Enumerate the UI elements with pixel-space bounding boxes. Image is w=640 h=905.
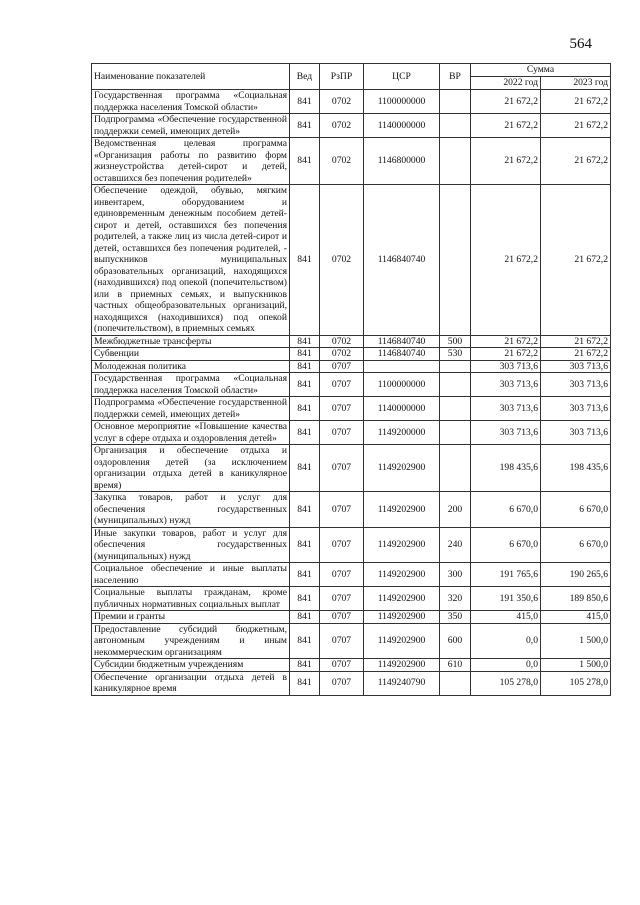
cell-ved: 841 xyxy=(290,90,320,114)
cell-name: Государственная программа «Социальная поддержка населения Томской области» xyxy=(92,90,290,114)
cell-csr: 1149202900 xyxy=(364,659,440,672)
cell-csr: 1100000000 xyxy=(364,373,440,397)
cell-csr: 1149202900 xyxy=(364,587,440,611)
cell-rzpr: 0707 xyxy=(320,587,364,611)
cell-name: Иные закупки товаров, работ и услуг для обеспечения государственных (муниципальных) нужд xyxy=(92,527,290,563)
cell-rzpr: 0707 xyxy=(320,527,364,563)
cell-sum-2022: 21 672,2 xyxy=(471,114,541,138)
cell-rzpr: 0707 xyxy=(320,360,364,373)
cell-vr xyxy=(440,671,471,695)
cell-csr: 1149202900 xyxy=(364,563,440,587)
header-2023: 2023 год xyxy=(541,77,611,90)
cell-vr xyxy=(440,421,471,445)
cell-sum-2022: 303 713,6 xyxy=(471,397,541,421)
cell-name: Молодежная политика xyxy=(92,360,290,373)
cell-ved: 841 xyxy=(290,587,320,611)
table-row xyxy=(92,335,611,348)
cell-ved: 841 xyxy=(290,373,320,397)
table-row xyxy=(92,611,611,624)
cell-sum-2022: 21 672,2 xyxy=(471,138,541,185)
budget-table xyxy=(91,63,611,696)
table-row xyxy=(92,445,611,492)
cell-name: Закупка товаров, работ и услуг для обеспечения государственных (муниципальных) нужд xyxy=(92,492,290,528)
cell-ved: 841 xyxy=(290,659,320,672)
cell-csr: 1140000000 xyxy=(364,114,440,138)
cell-sum-2023: 1 500,0 xyxy=(541,623,611,659)
cell-vr xyxy=(440,114,471,138)
cell-csr: 1149240790 xyxy=(364,671,440,695)
cell-sum-2023: 303 713,6 xyxy=(541,421,611,445)
table-row xyxy=(92,90,611,114)
cell-name: Ведомственная целевая программа «Организация работы по развитию форм жизнеустройства детей-сирот и детей, оставшихся без попечения родителей» xyxy=(92,138,290,185)
cell-vr xyxy=(440,373,471,397)
header-csr: ЦСР xyxy=(364,64,440,90)
cell-csr: 1100000000 xyxy=(364,90,440,114)
cell-sum-2023: 21 672,2 xyxy=(541,348,611,361)
cell-rzpr: 0707 xyxy=(320,492,364,528)
cell-sum-2022: 21 672,2 xyxy=(471,348,541,361)
table-row xyxy=(92,623,611,659)
cell-vr: 500 xyxy=(440,335,471,348)
cell-name: Подпрограмма «Обеспечение государственной поддержки семей, имеющих детей» xyxy=(92,397,290,421)
cell-rzpr: 0707 xyxy=(320,421,364,445)
cell-csr: 1149200000 xyxy=(364,421,440,445)
cell-sum-2023: 189 850,6 xyxy=(541,587,611,611)
cell-vr xyxy=(440,360,471,373)
table-row xyxy=(92,492,611,528)
cell-vr: 530 xyxy=(440,348,471,361)
cell-ved: 841 xyxy=(290,335,320,348)
cell-vr: 240 xyxy=(440,527,471,563)
cell-sum-2023: 303 713,6 xyxy=(541,373,611,397)
cell-name: Субсидии бюджетным учреждениям xyxy=(92,659,290,672)
cell-sum-2023: 415,0 xyxy=(541,611,611,624)
cell-sum-2022: 0,0 xyxy=(471,623,541,659)
cell-sum-2023: 1 500,0 xyxy=(541,659,611,672)
table-body xyxy=(92,90,611,696)
cell-vr: 350 xyxy=(440,611,471,624)
cell-sum-2022: 303 713,6 xyxy=(471,421,541,445)
cell-sum-2022: 191 350,6 xyxy=(471,587,541,611)
table-row xyxy=(92,360,611,373)
table-row xyxy=(92,563,611,587)
cell-name: Основное мероприятие «Повышение качества услуг в сфере отдыха и оздоровления детей» xyxy=(92,421,290,445)
cell-csr: 1146840740 xyxy=(364,185,440,336)
cell-sum-2023: 190 265,6 xyxy=(541,563,611,587)
cell-csr: 1149202900 xyxy=(364,492,440,528)
cell-ved: 841 xyxy=(290,114,320,138)
cell-csr: 1149202900 xyxy=(364,611,440,624)
cell-name: Государственная программа «Социальная поддержка населения Томской области» xyxy=(92,373,290,397)
cell-vr xyxy=(440,185,471,336)
cell-sum-2022: 6 670,0 xyxy=(471,492,541,528)
cell-sum-2022: 303 713,6 xyxy=(471,360,541,373)
cell-ved: 841 xyxy=(290,397,320,421)
cell-sum-2023: 198 435,6 xyxy=(541,445,611,492)
cell-sum-2022: 105 278,0 xyxy=(471,671,541,695)
table-row xyxy=(92,659,611,672)
cell-vr: 600 xyxy=(440,623,471,659)
cell-ved: 841 xyxy=(290,527,320,563)
cell-rzpr: 0707 xyxy=(320,659,364,672)
cell-rzpr: 0707 xyxy=(320,563,364,587)
cell-rzpr: 0702 xyxy=(320,138,364,185)
table-row xyxy=(92,114,611,138)
header-name: Наименование показателей xyxy=(92,64,290,90)
cell-rzpr: 0702 xyxy=(320,90,364,114)
cell-vr xyxy=(440,445,471,492)
cell-sum-2022: 303 713,6 xyxy=(471,373,541,397)
cell-vr xyxy=(440,90,471,114)
cell-ved: 841 xyxy=(290,185,320,336)
cell-vr: 320 xyxy=(440,587,471,611)
cell-csr: 1140000000 xyxy=(364,397,440,421)
cell-ved: 841 xyxy=(290,623,320,659)
table-row xyxy=(92,185,611,336)
cell-vr: 200 xyxy=(440,492,471,528)
cell-name: Обеспечение организации отдыха детей в каникулярное время xyxy=(92,671,290,695)
cell-csr: 1146800000 xyxy=(364,138,440,185)
page-number: 564 xyxy=(569,36,592,52)
header-rzpr: РзПР xyxy=(320,64,364,90)
cell-sum-2023: 105 278,0 xyxy=(541,671,611,695)
cell-rzpr: 0702 xyxy=(320,185,364,336)
cell-name: Социальное обеспечение и иные выплаты населению xyxy=(92,563,290,587)
cell-name: Обеспечение одеждой, обувью, мягким инвентарем, оборудованием и единовременным денежным пособием детей-сирот и детей, оставшихся без попечения родителей, а также лиц из числа детей-сирот и детей, оставшихся без попечения родителей, - выпускников муниципальных образовательных организаций, находящихся (находившихся) под опекой (попечительством) или в приемных семьях, и выпускников частных общеобразовательных организаций, находящихся (находившихся) под опекой (попечительством), в приемных семьях xyxy=(92,185,290,336)
cell-vr: 300 xyxy=(440,563,471,587)
cell-sum-2023: 21 672,2 xyxy=(541,335,611,348)
cell-name: Межбюджетные трансферты xyxy=(92,335,290,348)
cell-rzpr: 0707 xyxy=(320,611,364,624)
cell-name: Субвенции xyxy=(92,348,290,361)
cell-ved: 841 xyxy=(290,563,320,587)
header-2022: 2022 год xyxy=(471,77,541,90)
cell-ved: 841 xyxy=(290,360,320,373)
cell-csr: 1149202900 xyxy=(364,445,440,492)
table-row xyxy=(92,348,611,361)
cell-sum-2022: 191 765,6 xyxy=(471,563,541,587)
cell-sum-2022: 0,0 xyxy=(471,659,541,672)
cell-name: Премии и гранты xyxy=(92,611,290,624)
header-sum: Сумма xyxy=(471,64,611,77)
cell-rzpr: 0702 xyxy=(320,114,364,138)
cell-sum-2023: 21 672,2 xyxy=(541,90,611,114)
cell-ved: 841 xyxy=(290,348,320,361)
cell-ved: 841 xyxy=(290,492,320,528)
cell-sum-2023: 303 713,6 xyxy=(541,397,611,421)
cell-rzpr: 0707 xyxy=(320,445,364,492)
cell-name: Социальные выплаты гражданам, кроме публичных нормативных социальных выплат xyxy=(92,587,290,611)
cell-sum-2022: 21 672,2 xyxy=(471,335,541,348)
cell-ved: 841 xyxy=(290,445,320,492)
table-row xyxy=(92,527,611,563)
cell-ved: 841 xyxy=(290,421,320,445)
cell-sum-2023: 21 672,2 xyxy=(541,185,611,336)
cell-sum-2022: 21 672,2 xyxy=(471,90,541,114)
table-row xyxy=(92,373,611,397)
cell-rzpr: 0707 xyxy=(320,373,364,397)
cell-ved: 841 xyxy=(290,138,320,185)
cell-vr: 610 xyxy=(440,659,471,672)
cell-sum-2023: 21 672,2 xyxy=(541,114,611,138)
cell-rzpr: 0702 xyxy=(320,348,364,361)
cell-rzpr: 0707 xyxy=(320,623,364,659)
cell-sum-2022: 198 435,6 xyxy=(471,445,541,492)
table-row xyxy=(92,671,611,695)
table-row xyxy=(92,397,611,421)
cell-sum-2023: 6 670,0 xyxy=(541,527,611,563)
cell-name: Организация и обеспечение отдыха и оздоровления детей (за исключением организации отдыха детей в каникулярное время) xyxy=(92,445,290,492)
cell-sum-2023: 303 713,6 xyxy=(541,360,611,373)
cell-rzpr: 0707 xyxy=(320,397,364,421)
header-vr: ВР xyxy=(440,64,471,90)
header-ved: Вед xyxy=(290,64,320,90)
cell-sum-2022: 415,0 xyxy=(471,611,541,624)
cell-sum-2023: 6 670,0 xyxy=(541,492,611,528)
table-row xyxy=(92,138,611,185)
cell-name: Предоставление субсидий бюджетным, автономным учреждениям и иным некоммерческим организациям xyxy=(92,623,290,659)
cell-sum-2022: 21 672,2 xyxy=(471,185,541,336)
cell-csr: 1149202900 xyxy=(364,623,440,659)
cell-csr: 1146840740 xyxy=(364,335,440,348)
cell-ved: 841 xyxy=(290,671,320,695)
cell-sum-2023: 21 672,2 xyxy=(541,138,611,185)
cell-rzpr: 0707 xyxy=(320,671,364,695)
cell-sum-2022: 6 670,0 xyxy=(471,527,541,563)
cell-ved: 841 xyxy=(290,611,320,624)
cell-name: Подпрограмма «Обеспечение государственной поддержки семей, имеющих детей» xyxy=(92,114,290,138)
cell-vr xyxy=(440,397,471,421)
cell-rzpr: 0702 xyxy=(320,335,364,348)
cell-csr: 1149202900 xyxy=(364,527,440,563)
table-row xyxy=(92,421,611,445)
cell-csr xyxy=(364,360,440,373)
cell-csr: 1146840740 xyxy=(364,348,440,361)
table-row xyxy=(92,587,611,611)
cell-vr xyxy=(440,138,471,185)
